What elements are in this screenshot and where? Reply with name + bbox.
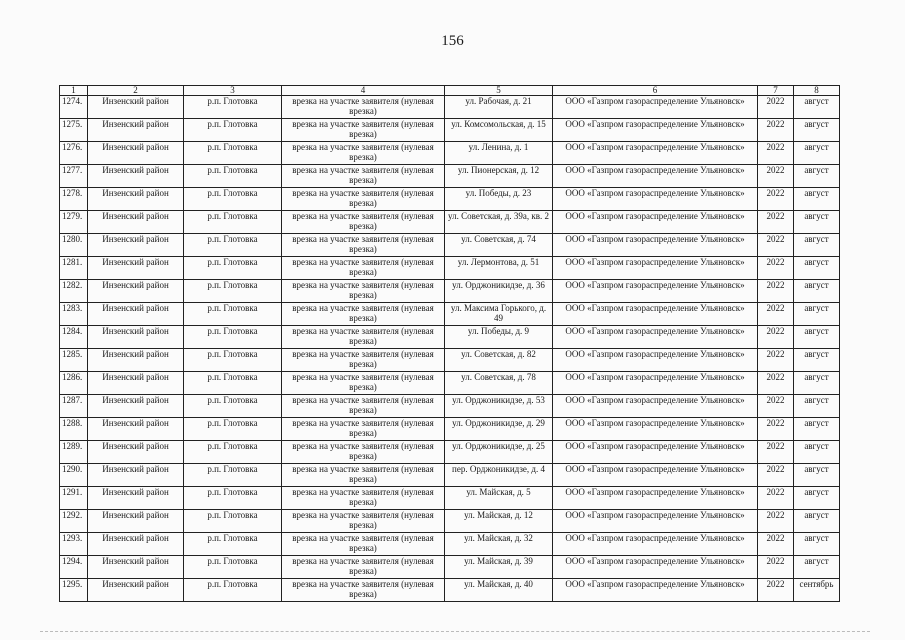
row-number: 1292. xyxy=(60,510,88,533)
year-cell: 2022 xyxy=(758,119,794,142)
table-row xyxy=(60,372,840,395)
settlement-cell: р.п. Глотовка xyxy=(184,395,282,418)
connection-type-cell: врезка на участке заявителя (нулевая врезка) xyxy=(282,211,445,234)
year-cell: 2022 xyxy=(758,464,794,487)
district-cell: Инзенский район xyxy=(88,165,184,188)
organization-cell: ООО «Газпром газораспределение Ульяновск» xyxy=(553,119,758,142)
table-row xyxy=(60,142,840,165)
district-cell: Инзенский район xyxy=(88,372,184,395)
organization-cell: ООО «Газпром газораспределение Ульяновск» xyxy=(553,464,758,487)
table-row xyxy=(60,96,840,119)
connection-type-cell: врезка на участке заявителя (нулевая врезка) xyxy=(282,96,445,119)
connection-type-cell: врезка на участке заявителя (нулевая врезка) xyxy=(282,280,445,303)
address-cell: пер. Орджоникидзе, д. 4 xyxy=(445,464,553,487)
address-cell: ул. Ленина, д. 1 xyxy=(445,142,553,165)
row-number: 1275. xyxy=(60,119,88,142)
row-number: 1288. xyxy=(60,418,88,441)
connection-type-cell: врезка на участке заявителя (нулевая врезка) xyxy=(282,464,445,487)
table-row xyxy=(60,188,840,211)
row-number: 1284. xyxy=(60,326,88,349)
table-row xyxy=(60,487,840,510)
settlement-cell: р.п. Глотовка xyxy=(184,96,282,119)
month-cell: август xyxy=(794,142,840,165)
organization-cell: ООО «Газпром газораспределение Ульяновск» xyxy=(553,211,758,234)
row-number: 1290. xyxy=(60,464,88,487)
organization-cell: ООО «Газпром газораспределение Ульяновск» xyxy=(553,303,758,326)
connection-type-cell: врезка на участке заявителя (нулевая врезка) xyxy=(282,349,445,372)
organization-cell: ООО «Газпром газораспределение Ульяновск» xyxy=(553,372,758,395)
organization-cell: ООО «Газпром газораспределение Ульяновск» xyxy=(553,96,758,119)
district-cell: Инзенский район xyxy=(88,234,184,257)
row-number: 1279. xyxy=(60,211,88,234)
row-number: 1281. xyxy=(60,257,88,280)
row-number: 1293. xyxy=(60,533,88,556)
organization-cell: ООО «Газпром газораспределение Ульяновск» xyxy=(553,257,758,280)
district-cell: Инзенский район xyxy=(88,142,184,165)
organization-cell: ООО «Газпром газораспределение Ульяновск» xyxy=(553,533,758,556)
connection-type-cell: врезка на участке заявителя (нулевая врезка) xyxy=(282,510,445,533)
connection-type-cell: врезка на участке заявителя (нулевая врезка) xyxy=(282,257,445,280)
column-header-1: 1 xyxy=(60,86,88,96)
settlement-cell: р.п. Глотовка xyxy=(184,510,282,533)
organization-cell: ООО «Газпром газораспределение Ульяновск» xyxy=(553,418,758,441)
connection-type-cell: врезка на участке заявителя (нулевая врезка) xyxy=(282,533,445,556)
address-cell: ул. Пионерская, д. 12 xyxy=(445,165,553,188)
address-cell: ул. Орджоникидзе, д. 36 xyxy=(445,280,553,303)
address-cell: ул. Советская, д. 74 xyxy=(445,234,553,257)
month-cell: август xyxy=(794,257,840,280)
year-cell: 2022 xyxy=(758,280,794,303)
district-cell: Инзенский район xyxy=(88,579,184,602)
year-cell: 2022 xyxy=(758,372,794,395)
district-cell: Инзенский район xyxy=(88,510,184,533)
organization-cell: ООО «Газпром газораспределение Ульяновск» xyxy=(553,165,758,188)
settlement-cell: р.п. Глотовка xyxy=(184,418,282,441)
month-cell: август xyxy=(794,533,840,556)
month-cell: август xyxy=(794,280,840,303)
settlement-cell: р.п. Глотовка xyxy=(184,441,282,464)
district-cell: Инзенский район xyxy=(88,96,184,119)
year-cell: 2022 xyxy=(758,234,794,257)
address-cell: ул. Рабочая, д. 21 xyxy=(445,96,553,119)
organization-cell: ООО «Газпром газораспределение Ульяновск» xyxy=(553,326,758,349)
settlement-cell: р.п. Глотовка xyxy=(184,372,282,395)
table-row xyxy=(60,349,840,372)
table-row xyxy=(60,395,840,418)
district-cell: Инзенский район xyxy=(88,395,184,418)
table-row xyxy=(60,464,840,487)
year-cell: 2022 xyxy=(758,395,794,418)
month-cell: август xyxy=(794,487,840,510)
row-number: 1291. xyxy=(60,487,88,510)
address-cell: ул. Майская, д. 5 xyxy=(445,487,553,510)
column-header-6: 6 xyxy=(553,86,758,96)
settlement-cell: р.п. Глотовка xyxy=(184,464,282,487)
column-header-5: 5 xyxy=(445,86,553,96)
settlement-cell: р.п. Глотовка xyxy=(184,142,282,165)
table-row xyxy=(60,579,840,602)
organization-cell: ООО «Газпром газораспределение Ульяновск» xyxy=(553,280,758,303)
organization-cell: ООО «Газпром газораспределение Ульяновск» xyxy=(553,487,758,510)
address-cell: ул. Орджоникидзе, д. 53 xyxy=(445,395,553,418)
settlement-cell: р.п. Глотовка xyxy=(184,533,282,556)
address-cell: ул. Комсомольская, д. 15 xyxy=(445,119,553,142)
organization-cell: ООО «Газпром газораспределение Ульяновск» xyxy=(553,234,758,257)
year-cell: 2022 xyxy=(758,303,794,326)
address-cell: ул. Советская, д. 78 xyxy=(445,372,553,395)
row-number: 1277. xyxy=(60,165,88,188)
column-header-4: 4 xyxy=(282,86,445,96)
settlement-cell: р.п. Глотовка xyxy=(184,303,282,326)
month-cell: август xyxy=(794,96,840,119)
table-row xyxy=(60,418,840,441)
organization-cell: ООО «Газпром газораспределение Ульяновск» xyxy=(553,188,758,211)
district-cell: Инзенский район xyxy=(88,303,184,326)
month-cell: август xyxy=(794,372,840,395)
month-cell: август xyxy=(794,510,840,533)
year-cell: 2022 xyxy=(758,349,794,372)
column-header-7: 7 xyxy=(758,86,794,96)
district-cell: Инзенский район xyxy=(88,349,184,372)
table-row xyxy=(60,165,840,188)
settlement-cell: р.п. Глотовка xyxy=(184,326,282,349)
year-cell: 2022 xyxy=(758,533,794,556)
month-cell: август xyxy=(794,119,840,142)
table-row xyxy=(60,234,840,257)
month-cell: август xyxy=(794,303,840,326)
year-cell: 2022 xyxy=(758,257,794,280)
settlement-cell: р.п. Глотовка xyxy=(184,280,282,303)
connection-type-cell: врезка на участке заявителя (нулевая врезка) xyxy=(282,119,445,142)
connection-type-cell: врезка на участке заявителя (нулевая врезка) xyxy=(282,326,445,349)
organization-cell: ООО «Газпром газораспределение Ульяновск» xyxy=(553,395,758,418)
year-cell: 2022 xyxy=(758,142,794,165)
address-cell: ул. Майская, д. 12 xyxy=(445,510,553,533)
district-cell: Инзенский район xyxy=(88,418,184,441)
organization-cell: ООО «Газпром газораспределение Ульяновск» xyxy=(553,349,758,372)
organization-cell: ООО «Газпром газораспределение Ульяновск» xyxy=(553,510,758,533)
district-cell: Инзенский район xyxy=(88,280,184,303)
row-number: 1276. xyxy=(60,142,88,165)
connection-type-cell: врезка на участке заявителя (нулевая врезка) xyxy=(282,165,445,188)
table-header-row xyxy=(60,86,840,96)
month-cell: август xyxy=(794,418,840,441)
row-number: 1282. xyxy=(60,280,88,303)
row-number: 1278. xyxy=(60,188,88,211)
connection-type-cell: врезка на участке заявителя (нулевая врезка) xyxy=(282,418,445,441)
page-number: 156 xyxy=(441,33,464,49)
month-cell: август xyxy=(794,556,840,579)
table-row xyxy=(60,326,840,349)
year-cell: 2022 xyxy=(758,418,794,441)
year-cell: 2022 xyxy=(758,441,794,464)
connection-type-cell: врезка на участке заявителя (нулевая врезка) xyxy=(282,395,445,418)
month-cell: август xyxy=(794,188,840,211)
connection-type-cell: врезка на участке заявителя (нулевая врезка) xyxy=(282,487,445,510)
row-number: 1295. xyxy=(60,579,88,602)
settlement-cell: р.п. Глотовка xyxy=(184,257,282,280)
table-row xyxy=(60,556,840,579)
row-number: 1280. xyxy=(60,234,88,257)
table-row xyxy=(60,303,840,326)
row-number: 1283. xyxy=(60,303,88,326)
year-cell: 2022 xyxy=(758,211,794,234)
settlement-cell: р.п. Глотовка xyxy=(184,349,282,372)
month-cell: август xyxy=(794,165,840,188)
organization-cell: ООО «Газпром газораспределение Ульяновск» xyxy=(553,579,758,602)
settlement-cell: р.п. Глотовка xyxy=(184,579,282,602)
year-cell: 2022 xyxy=(758,510,794,533)
table-row xyxy=(60,280,840,303)
table-row xyxy=(60,533,840,556)
organization-cell: ООО «Газпром газораспределение Ульяновск» xyxy=(553,556,758,579)
connection-type-cell: врезка на участке заявителя (нулевая врезка) xyxy=(282,188,445,211)
address-cell: ул. Майская, д. 32 xyxy=(445,533,553,556)
address-cell: ул. Максима Горького, д. 49 xyxy=(445,303,553,326)
connection-type-cell: врезка на участке заявителя (нулевая врезка) xyxy=(282,556,445,579)
year-cell: 2022 xyxy=(758,165,794,188)
district-cell: Инзенский район xyxy=(88,326,184,349)
connection-type-cell: врезка на участке заявителя (нулевая врезка) xyxy=(282,372,445,395)
district-cell: Инзенский район xyxy=(88,211,184,234)
gas-connection-register-table xyxy=(59,85,840,602)
month-cell: август xyxy=(794,326,840,349)
row-number: 1294. xyxy=(60,556,88,579)
address-cell: ул. Лермонтова, д. 51 xyxy=(445,257,553,280)
address-cell: ул. Победы, д. 23 xyxy=(445,188,553,211)
settlement-cell: р.п. Глотовка xyxy=(184,119,282,142)
settlement-cell: р.п. Глотовка xyxy=(184,188,282,211)
settlement-cell: р.п. Глотовка xyxy=(184,487,282,510)
district-cell: Инзенский район xyxy=(88,464,184,487)
district-cell: Инзенский район xyxy=(88,257,184,280)
table-row xyxy=(60,257,840,280)
month-cell: август xyxy=(794,349,840,372)
district-cell: Инзенский район xyxy=(88,119,184,142)
column-header-3: 3 xyxy=(184,86,282,96)
table-row xyxy=(60,211,840,234)
settlement-cell: р.п. Глотовка xyxy=(184,556,282,579)
table-body xyxy=(60,96,840,602)
year-cell: 2022 xyxy=(758,579,794,602)
district-cell: Инзенский район xyxy=(88,533,184,556)
row-number: 1289. xyxy=(60,441,88,464)
column-header-8: 8 xyxy=(794,86,840,96)
connection-type-cell: врезка на участке заявителя (нулевая врезка) xyxy=(282,441,445,464)
table-row xyxy=(60,119,840,142)
address-cell: ул. Майская, д. 39 xyxy=(445,556,553,579)
address-cell: ул. Победы, д. 9 xyxy=(445,326,553,349)
month-cell: август xyxy=(794,464,840,487)
year-cell: 2022 xyxy=(758,188,794,211)
month-cell: август xyxy=(794,441,840,464)
connection-type-cell: врезка на участке заявителя (нулевая врезка) xyxy=(282,234,445,257)
settlement-cell: р.п. Глотовка xyxy=(184,234,282,257)
address-cell: ул. Орджоникидзе, д. 29 xyxy=(445,418,553,441)
year-cell: 2022 xyxy=(758,556,794,579)
organization-cell: ООО «Газпром газораспределение Ульяновск» xyxy=(553,441,758,464)
district-cell: Инзенский район xyxy=(88,556,184,579)
year-cell: 2022 xyxy=(758,96,794,119)
year-cell: 2022 xyxy=(758,487,794,510)
district-cell: Инзенский район xyxy=(88,188,184,211)
row-number: 1286. xyxy=(60,372,88,395)
address-cell: ул. Советская, д. 39а, кв. 2 xyxy=(445,211,553,234)
district-cell: Инзенский район xyxy=(88,441,184,464)
page-bottom-edge xyxy=(40,631,870,632)
year-cell: 2022 xyxy=(758,326,794,349)
connection-type-cell: врезка на участке заявителя (нулевая врезка) xyxy=(282,142,445,165)
settlement-cell: р.п. Глотовка xyxy=(184,211,282,234)
month-cell: август xyxy=(794,395,840,418)
settlement-cell: р.п. Глотовка xyxy=(184,165,282,188)
address-cell: ул. Советская, д. 82 xyxy=(445,349,553,372)
row-number: 1287. xyxy=(60,395,88,418)
district-cell: Инзенский район xyxy=(88,487,184,510)
connection-type-cell: врезка на участке заявителя (нулевая врезка) xyxy=(282,579,445,602)
month-cell: сентябрь xyxy=(794,579,840,602)
month-cell: август xyxy=(794,234,840,257)
connection-type-cell: врезка на участке заявителя (нулевая врезка) xyxy=(282,303,445,326)
column-header-2: 2 xyxy=(88,86,184,96)
address-cell: ул. Майская, д. 40 xyxy=(445,579,553,602)
row-number: 1285. xyxy=(60,349,88,372)
month-cell: август xyxy=(794,211,840,234)
organization-cell: ООО «Газпром газораспределение Ульяновск» xyxy=(553,142,758,165)
table-row xyxy=(60,510,840,533)
address-cell: ул. Орджоникидзе, д. 25 xyxy=(445,441,553,464)
row-number: 1274. xyxy=(60,96,88,119)
table-row xyxy=(60,441,840,464)
